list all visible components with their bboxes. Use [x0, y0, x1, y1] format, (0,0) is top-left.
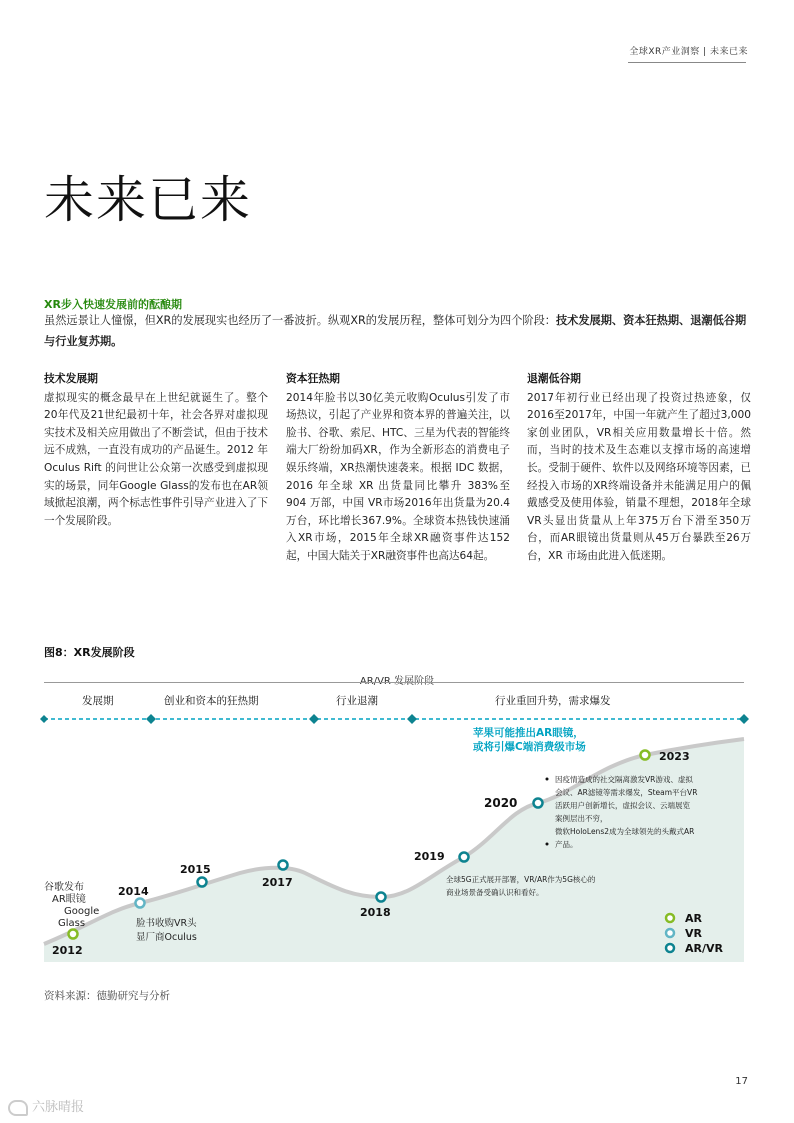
note-line: 谷歌发布 [44, 882, 84, 893]
figure-rule [44, 682, 744, 683]
note-line: 商业场景备受确认识和看好。 [446, 888, 544, 897]
point-2018 [377, 893, 386, 902]
watermark [8, 1096, 84, 1116]
note-line: 显厂商Oculus [136, 932, 197, 943]
intro-plain: 虽然远景让人憧憬，但XR的发展现实也经历了一番波折。纵观XR的发展历程，整体可划分为四个阶段： [44, 314, 556, 327]
legend-ar-label: AR [685, 912, 702, 925]
phase-label-ebb: 行业退潮 [336, 695, 378, 707]
note-line: 产品。 [555, 840, 578, 849]
column-title: 技术发展期 [44, 372, 98, 385]
note-2023 [473, 726, 586, 753]
page-title: 未来已来 [44, 171, 252, 229]
column-body: 2017年初行业已经出现了投资过热迹象，仅2016至2017年，中国一年就产生了超过3,000家创业团队，VR相关应用数量增长十倍。然而，当时的技术及生态难以支撑市场的高速增长。受制于硬件、软件以及网络环境等因素，已经投入市场的XR终端设备并未能满足用户的佩戴感受及使用体验，销量不理想，2018年全球VR头显出货量从上年375万台下滑至350万台，而AR眼镜出货量则从45万台暴跌至26万台，XR 市场由此进入低迷期。 [527, 391, 751, 562]
point-2023 [641, 751, 650, 760]
point-2015 [198, 878, 207, 887]
watermark-text: 六脉晴报 [32, 1100, 85, 1115]
legend-vr-icon [666, 929, 674, 937]
year-2018: 2018 [360, 906, 391, 919]
note-line: 脸书收购VR头 [136, 918, 197, 929]
point-2019 [460, 853, 469, 862]
phase-label-recovery: 行业重回升势，需求爆发 [495, 695, 611, 707]
note-line: 全球5G正式展开部署，VR/AR作为5G核心的 [446, 875, 596, 884]
phase-marker [40, 715, 48, 723]
note-line: Google [64, 906, 100, 917]
phase-marker [739, 714, 749, 724]
point-2017 [279, 861, 288, 870]
column-title: 退潮低谷期 [527, 372, 581, 385]
figure-subtitle [0, 672, 794, 687]
point-2020 [534, 799, 543, 808]
header-title: 全球XR产业洞察 | 未来已来 [629, 47, 748, 57]
bullet-icon [546, 778, 549, 781]
column-title: 资本狂热期 [286, 372, 340, 385]
header-rule [628, 62, 746, 63]
legend-vr-label: VR [685, 927, 702, 940]
xr-timeline-chart [0, 700, 794, 975]
note-line: 会议、AR滤镜等需求爆发，Steam平台VR [555, 788, 698, 797]
section-heading: XR步入快速发展前的酝酿期 [44, 298, 182, 311]
phase-marker [309, 714, 319, 724]
phase-label-development: 发展期 [82, 695, 114, 707]
note-line: 活跃用户创新增长，虚拟会议、云端展览 [555, 801, 690, 810]
column-body: 虚拟现实的概念最早在上世纪就诞生了。整个20年代及21世纪最初十年，社会各界对虚拟现实技术及相关应用做出了不断尝试，但由于技术远不成熟，一直没有成功的产品诞生。2012 年 Oculus Rift 的问世让公众第一次感受到虚拟现实的场景，同年Google Glass的发布也在AR领域掀起浪潮，两个标志性事件引导产业进入了下一个发展阶段。 [44, 391, 268, 527]
column-ebb-trough [527, 370, 751, 566]
watermark-logo-icon [8, 1100, 28, 1116]
legend-ar-icon [666, 914, 674, 922]
year-2015: 2015 [180, 863, 211, 876]
legend-arvr-icon [666, 944, 674, 952]
year-2012: 2012 [52, 944, 83, 957]
column-tech-development [44, 370, 268, 530]
year-2014: 2014 [118, 885, 149, 898]
year-2017: 2017 [262, 876, 293, 889]
phase-marker [407, 714, 417, 724]
year-2023: 2023 [659, 750, 690, 763]
intro-bold: 技术发展期、资本狂热期、退潮低谷期与行业复苏期。 [44, 314, 747, 348]
column-capital-frenzy [286, 370, 510, 566]
note-line: AR眼镜 [52, 894, 86, 905]
note-line: 案例层出不穷， [555, 814, 608, 823]
page-number: 17 [735, 1076, 748, 1087]
year-2019: 2019 [414, 850, 445, 863]
figure-title: 图8：XR发展阶段 [44, 646, 135, 659]
phase-marker [146, 714, 156, 724]
column-body: 2014年脸书以30亿美元收购Oculus引发了市场热议，引起了产业界和资本界的普遍关注，以脸书、谷歌、索尼、HTC、三星为代表的智能终端大厂纷纷加码XR，作为全新形态的消费电子娱乐终端，XR热潮快速袭来。根据 IDC 数据，2016 年全球 XR 出货量同比攀升 383%至 904 万部，中国 VR市场2016年出货量为20.4万台，环比增长367.9%。全球资本热钱快速涌入XR市场，2015年全球XR融资事件达152起，中国大陆关于XR融资事件也高达64起。 [286, 391, 510, 562]
legend-arvr-label: AR/VR [685, 942, 723, 955]
year-2020: 2020 [484, 796, 518, 810]
note-line: 苹果可能推出AR眼镜， [473, 727, 584, 739]
note-line: 微软HoloLens2成为全球领先的头戴式AR [555, 827, 695, 836]
note-line: 或将引爆C端消费级市场 [473, 741, 586, 753]
point-2014 [136, 899, 145, 908]
note-line: 因疫情造成的社交隔离激发VR游戏、虚拟 [555, 775, 693, 784]
point-2012 [69, 930, 78, 939]
note-line: Glass [58, 918, 86, 929]
intro-paragraph [44, 310, 750, 352]
phase-label-frenzy: 创业和资本的狂热期 [164, 695, 259, 707]
source-note: 资料来源：德勤研究与分析 [44, 990, 170, 1002]
bullet-icon [546, 843, 549, 846]
